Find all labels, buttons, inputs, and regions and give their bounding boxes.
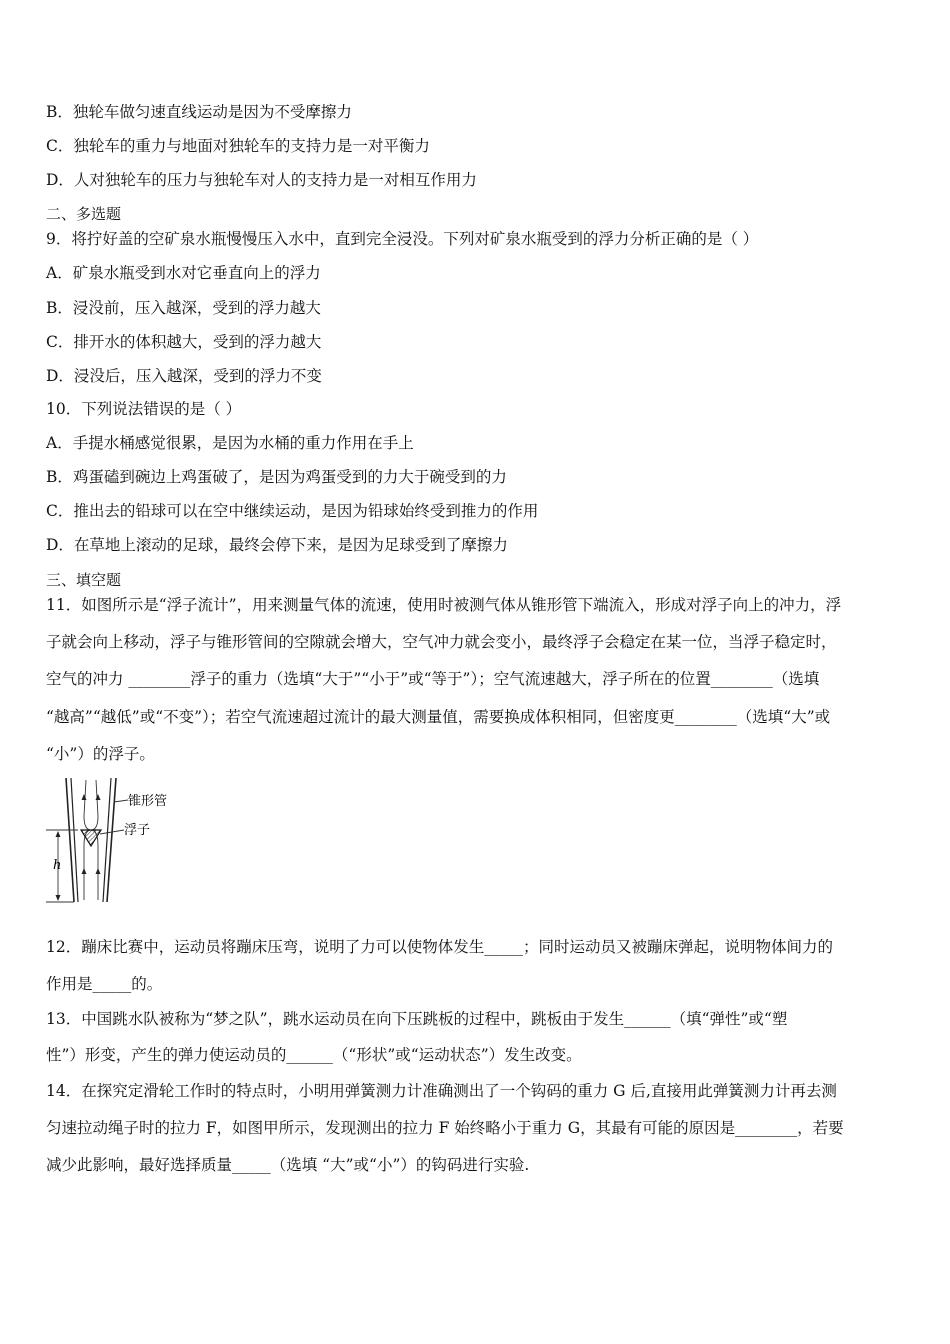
q12-line-2: 作用是_____的。 [46, 975, 163, 993]
label-h: h [53, 858, 62, 873]
tube-right-outer-wall [107, 778, 116, 902]
q10-option-b: B．鸡蛋磕到碗边上鸡蛋破了，是因为鸡蛋受到的力大于碗受到的力 [46, 468, 507, 486]
q14-line-2: 匀速拉动绳子时的拉力 F，如图甲所示，发现测出的拉力 F 始终略小于重力 G，其最有可能的原因是________，若要 [46, 1119, 844, 1137]
q9-option-a: A．矿泉水瓶受到水对它垂直向上的浮力 [46, 264, 321, 282]
tube-right-inner-wall [103, 778, 111, 902]
q11-line-4: “越高”“越低”或“不变”）；若空气流速超过流计的最大测量值，需要换成体积相同，但密度更________（选填“大”或 [46, 708, 831, 726]
tube-left-outer-wall [66, 778, 74, 902]
q9-option-c: C．排开水的体积越大，受到的浮力越大 [46, 333, 322, 351]
arrow-up-left-bottom [82, 868, 87, 874]
section-title-fill-in: 三、填空题 [46, 571, 122, 589]
q11-line-5: “小”）的浮子。 [46, 745, 155, 763]
q10-stem: 10．下列说法错误的是（ ） [46, 400, 242, 418]
q8-option-d: D．人对独轮车的压力与独轮车对人的支持力是一对相互作用力 [46, 171, 477, 189]
section-title-multiple-choice: 二、多选题 [46, 205, 122, 223]
q9-stem: 9．将拧好盖的空矿泉水瓶慢慢压入水中，直到完全浸没。下列对矿泉水瓶受到的浮力分析正确的是（ ） [46, 230, 759, 248]
q13-line-2: 性”）形变，产生的弹力使运动员的______（“形状”或“运动状态”）发生改变。 [46, 1046, 582, 1064]
q9-option-d: D．浸没后，压入越深，受到的浮力不变 [46, 367, 322, 385]
float-flowmeter-figure [44, 776, 194, 906]
q12-line-1: 12．蹦床比赛中，运动员将蹦床压弯，说明了力可以使物体发生_____；同时运动员又被蹦床弹起，说明物体间力的 [46, 938, 833, 956]
arrow-up-left-top [82, 794, 87, 800]
q13-line-1: 13．中国跳水队被称为“梦之队”，跳水运动员在向下压跳板的过程中，跳板由于发生______（填“弹性”或“塑 [46, 1010, 788, 1028]
q10-option-d: D．在草地上滚动的足球，最终会停下来，是因为足球受到了摩擦力 [46, 536, 508, 554]
arrow-up-right-bottom [96, 868, 101, 874]
q9-option-b: B．浸没前，压入越深，受到的浮力越大 [46, 299, 321, 317]
q10-option-c: C．推出去的铅球可以在空中继续运动，是因为铅球始终受到推力的作用 [46, 502, 539, 520]
label-tapered-tube: 锥形管 [128, 794, 168, 809]
q11-line-1: 11．如图所示是“浮子流计”，用来测量气体的流速，使用时被测气体从锥形管下端流入，形成对浮子向上的冲力，浮 [46, 596, 842, 614]
arrow-up-right-top [96, 794, 101, 800]
q14-line-3: 减少此影响，最好选择质量_____（选填 “大”或“小”）的钩码进行实验. [46, 1156, 530, 1174]
height-arrow-up [56, 831, 61, 837]
leader-line-tube [114, 800, 128, 802]
q11-line-2: 子就会向上移动，浮子与锥形管间的空隙就会增大，空气冲力就会变小，最终浮子会稳定在某一位，当浮子稳定时， [46, 633, 837, 651]
q8-option-b: B．独轮车做匀速直线运动是因为不受摩擦力 [46, 103, 352, 121]
q8-option-c: C．独轮车的重力与地面对独轮车的支持力是一对平衡力 [46, 137, 430, 155]
q11-line-3: 空气的冲力 ________浮子的重力（选填“大于”“小于”或“等于”）；空气流速越大，浮子所在的位置________（选填 [46, 670, 820, 688]
label-float: 浮子 [124, 823, 151, 838]
height-arrow-down [56, 895, 61, 901]
q10-option-a: A．手提水桶感觉很累，是因为水桶的重力作用在手上 [46, 434, 414, 452]
q14-line-1: 14．在探究定滑轮工作时的特点时，小明用弹簧测力计准确测出了一个钩码的重力 G 后,直接用此弹簧测力计再去测 [46, 1082, 837, 1100]
